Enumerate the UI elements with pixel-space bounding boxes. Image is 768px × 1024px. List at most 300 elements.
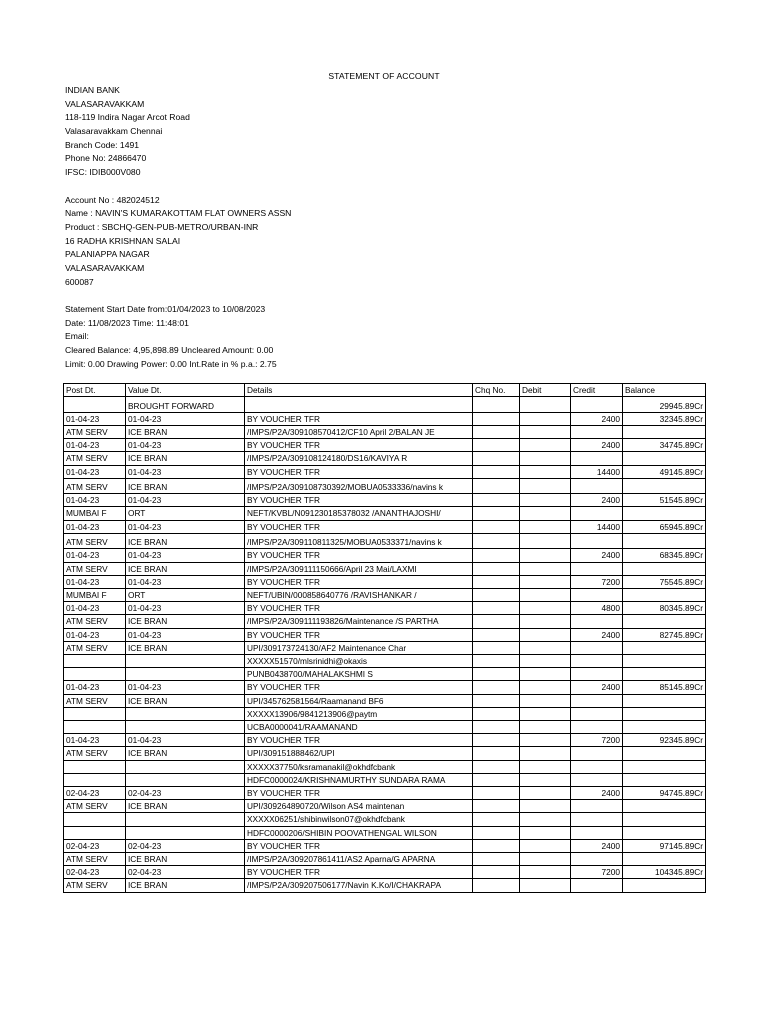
table-row [64, 507, 706, 520]
cell-credit [571, 694, 623, 707]
header-credit: Credit [571, 384, 623, 397]
cell-post-date: 01-04-23 [64, 494, 126, 507]
cell-credit: 2400 [571, 681, 623, 694]
statement-limits: Limit: 0.00 Drawing Power: 0.00 Int.Rate in % p.a.: 2.75 [65, 358, 277, 369]
cell-post-date: 02-04-23 [64, 839, 126, 852]
cell-post-date: ATM SERV [64, 425, 126, 438]
cell-debit [520, 800, 571, 813]
cell-balance [623, 654, 706, 667]
cell-balance [623, 773, 706, 786]
cell-balance [623, 641, 706, 654]
cell-credit [571, 668, 623, 681]
header-debit: Debit [520, 384, 571, 397]
cell-debit [520, 826, 571, 839]
bank-ifsc: IFSC: IDIB000V080 [65, 167, 141, 178]
cell-credit [571, 773, 623, 786]
cell-credit [571, 478, 623, 494]
cell-cheque-no [473, 615, 520, 628]
cell-cheque-no [473, 562, 520, 575]
cell-details: UPI/309173724130/AF2 Maintenance Char [245, 641, 473, 654]
cell-debit [520, 602, 571, 615]
cell-cheque-no [473, 494, 520, 507]
cell-balance: 92345.89Cr [623, 734, 706, 747]
cell-debit [520, 452, 571, 465]
cell-cheque-no [473, 478, 520, 494]
table-row [64, 720, 706, 733]
cell-debit [520, 425, 571, 438]
cell-post-date [64, 773, 126, 786]
cell-post-date: MUMBAI F [64, 588, 126, 601]
table-row [64, 773, 706, 786]
cell-post-date: ATM SERV [64, 800, 126, 813]
cell-cheque-no [473, 507, 520, 520]
cell-balance: 65945.89Cr [623, 520, 706, 533]
cell-value-date [126, 654, 245, 667]
table-row [64, 628, 706, 641]
cell-balance: 80345.89Cr [623, 602, 706, 615]
cell-balance: 104345.89Cr [623, 866, 706, 879]
cell-cheque-no [473, 628, 520, 641]
cell-cheque-no [473, 760, 520, 773]
cell-value-date [126, 668, 245, 681]
cell-details: UPI/309264890720/Wilson AS4 maintenan [245, 800, 473, 813]
cell-debit [520, 734, 571, 747]
cell-details: XXXXX51570/mlsrinidhi@okaxis [245, 654, 473, 667]
cell-balance [623, 452, 706, 465]
cell-credit: 2400 [571, 412, 623, 425]
bank-branch: VALASARAVAKKAM [65, 98, 145, 109]
cell-details: BY VOUCHER TFR [245, 786, 473, 799]
cell-details: /IMPS/P2A/309207506177/Navin K.Ko/I/CHAKRAPA [245, 879, 473, 892]
cell-cheque-no [473, 520, 520, 533]
table-row [64, 826, 706, 839]
cell-cheque-no [473, 786, 520, 799]
cell-details: BY VOUCHER TFR [245, 494, 473, 507]
cell-value-date: ICE BRAN [126, 562, 245, 575]
cell-balance: 29945.89Cr [623, 397, 706, 413]
cell-cheque-no [473, 879, 520, 892]
cell-value-date [126, 720, 245, 733]
account-info-block [65, 84, 291, 371]
cell-credit: 4800 [571, 602, 623, 615]
cell-details: UCBA0000041/RAAMANAND [245, 720, 473, 733]
table-row [64, 853, 706, 866]
cell-post-date: 01-04-23 [64, 681, 126, 694]
cell-post-date: 02-04-23 [64, 866, 126, 879]
cell-cheque-no [473, 826, 520, 839]
cell-debit [520, 681, 571, 694]
cell-details: BY VOUCHER TFR [245, 520, 473, 533]
table-row [64, 615, 706, 628]
cell-debit [520, 668, 571, 681]
cell-post-date: 01-04-23 [64, 439, 126, 452]
bank-address-line-2: Valasaravakkam Chennai [65, 126, 163, 137]
cell-balance: 32345.89Cr [623, 412, 706, 425]
cell-cheque-no [473, 694, 520, 707]
cell-details: /IMPS/P2A/309108570412/CF10 April 2/BALAN JE [245, 425, 473, 438]
cell-value-date: ORT [126, 507, 245, 520]
cell-cheque-no [473, 465, 520, 478]
table-row [64, 786, 706, 799]
header-value-date: Value Dt. [126, 384, 245, 397]
cell-credit [571, 654, 623, 667]
table-row [64, 879, 706, 892]
cell-credit: 14400 [571, 465, 623, 478]
cell-value-date [126, 813, 245, 826]
cell-details: BY VOUCHER TFR [245, 628, 473, 641]
account-number: Account No : 482024512 [65, 194, 160, 205]
cell-details: NEFT/KVBL/N091230185378032 /ANANTHAJOSHI/ [245, 507, 473, 520]
statement-period: Statement Start Date from:01/04/2023 to 10/08/2023 [65, 304, 266, 314]
cell-credit: 2400 [571, 549, 623, 562]
cell-details: BY VOUCHER TFR [245, 866, 473, 879]
table-row [64, 602, 706, 615]
cell-post-date: MUMBAI F [64, 507, 126, 520]
table-row [64, 641, 706, 654]
cell-credit: 2400 [571, 439, 623, 452]
cell-cheque-no [473, 549, 520, 562]
cell-debit [520, 575, 571, 588]
cell-balance: 75545.89Cr [623, 575, 706, 588]
cell-value-date: ICE BRAN [126, 641, 245, 654]
cell-value-date: ICE BRAN [126, 452, 245, 465]
cell-cheque-no [473, 641, 520, 654]
cell-post-date [64, 668, 126, 681]
cell-credit [571, 813, 623, 826]
cell-details: HDFC0000024/KRISHNAMURTHY SUNDARA RAMA [245, 773, 473, 786]
cell-details: /IMPS/P2A/309111150666/April 23 Mai/LAXMI [245, 562, 473, 575]
cell-credit: 2400 [571, 628, 623, 641]
cell-cheque-no [473, 800, 520, 813]
cell-balance [623, 425, 706, 438]
cell-credit [571, 826, 623, 839]
cell-balance: 51545.89Cr [623, 494, 706, 507]
cell-balance [623, 813, 706, 826]
cell-post-date [64, 720, 126, 733]
cell-credit [571, 707, 623, 720]
table-row [64, 575, 706, 588]
cell-value-date: ICE BRAN [126, 879, 245, 892]
cell-value-date [126, 773, 245, 786]
cell-credit [571, 760, 623, 773]
table-row [64, 478, 706, 494]
cell-balance [623, 760, 706, 773]
cell-value-date: 01-04-23 [126, 575, 245, 588]
bank-address-line-1: 118-119 Indira Nagar Arcot Road [65, 112, 190, 123]
cell-cheque-no [473, 813, 520, 826]
cell-details: UPI/345762581564/Raamanand BF6 [245, 694, 473, 707]
cell-debit [520, 628, 571, 641]
cell-cheque-no [473, 397, 520, 413]
cell-post-date: 01-04-23 [64, 412, 126, 425]
cell-details: XXXXX37750/ksramanakil@okhdfcbank [245, 760, 473, 773]
cell-balance: 85145.89Cr [623, 681, 706, 694]
cell-value-date: 01-04-23 [126, 628, 245, 641]
cell-details: BY VOUCHER TFR [245, 412, 473, 425]
cell-value-date [126, 826, 245, 839]
table-row [64, 800, 706, 813]
cell-balance [623, 853, 706, 866]
cell-details: BY VOUCHER TFR [245, 575, 473, 588]
table-row [64, 760, 706, 773]
cell-balance [623, 478, 706, 494]
cell-post-date [64, 397, 126, 413]
cell-cheque-no [473, 839, 520, 852]
cell-balance: 82745.89Cr [623, 628, 706, 641]
cell-cheque-no [473, 654, 520, 667]
cell-balance: 49145.89Cr [623, 465, 706, 478]
cell-post-date: ATM SERV [64, 641, 126, 654]
cell-details: BY VOUCHER TFR [245, 734, 473, 747]
cell-balance: 94745.89Cr [623, 786, 706, 799]
cell-value-date [126, 760, 245, 773]
cell-credit [571, 879, 623, 892]
cell-balance [623, 800, 706, 813]
cell-details: UPI/309151888462/UPI [245, 747, 473, 760]
cell-value-date: ICE BRAN [126, 747, 245, 760]
table-row [64, 707, 706, 720]
cell-cheque-no [473, 720, 520, 733]
cell-debit [520, 588, 571, 601]
cell-credit: 7200 [571, 575, 623, 588]
cell-credit [571, 533, 623, 549]
cell-balance [623, 694, 706, 707]
cell-debit [520, 549, 571, 562]
cell-credit: 14400 [571, 520, 623, 533]
cell-post-date: 01-04-23 [64, 465, 126, 478]
cell-balance: 34745.89Cr [623, 439, 706, 452]
cell-credit [571, 747, 623, 760]
cell-credit [571, 615, 623, 628]
table-row [64, 681, 706, 694]
cell-balance [623, 588, 706, 601]
table-row [64, 494, 706, 507]
cell-debit [520, 520, 571, 533]
cell-details: BY VOUCHER TFR [245, 549, 473, 562]
cell-value-date: BROUGHT FORWARD [126, 397, 245, 413]
cell-debit [520, 720, 571, 733]
account-product: Product : SBCHQ-GEN-PUB-METRO/URBAN-INR [65, 221, 259, 232]
cell-debit [520, 707, 571, 720]
cell-cheque-no [473, 668, 520, 681]
cell-cheque-no [473, 853, 520, 866]
cell-value-date: 01-04-23 [126, 439, 245, 452]
cell-post-date: ATM SERV [64, 478, 126, 494]
cell-details: BY VOUCHER TFR [245, 839, 473, 852]
cell-credit [571, 507, 623, 520]
cell-value-date: ICE BRAN [126, 425, 245, 438]
cell-cheque-no [473, 866, 520, 879]
table-row [64, 588, 706, 601]
cell-value-date: 02-04-23 [126, 786, 245, 799]
cell-value-date: 01-04-23 [126, 465, 245, 478]
cell-cheque-no [473, 588, 520, 601]
table-row [64, 866, 706, 879]
cell-cheque-no [473, 602, 520, 615]
statement-email: Email: [65, 331, 89, 342]
cell-cheque-no [473, 747, 520, 760]
cell-post-date: 01-04-23 [64, 520, 126, 533]
cell-debit [520, 507, 571, 520]
account-address-line-1: 16 RADHA KRISHNAN SALAI [65, 235, 181, 246]
cell-credit [571, 641, 623, 654]
cell-credit [571, 720, 623, 733]
cell-details: /IMPS/P2A/309108730392/MOBUA0533336/navins k [245, 478, 473, 494]
cell-credit: 2400 [571, 786, 623, 799]
cell-balance [623, 707, 706, 720]
cell-details: HDFC0000206/SHIBIN POOVATHENGAL WILSON [245, 826, 473, 839]
cell-post-date: 01-04-23 [64, 602, 126, 615]
cell-post-date [64, 813, 126, 826]
statement-datetime: Date: 11/08/2023 Time: 11:48:01 [65, 317, 189, 328]
account-address-line-3: VALASARAVAKKAM [65, 262, 145, 273]
cell-cheque-no [473, 575, 520, 588]
cell-credit [571, 452, 623, 465]
table-header-row [64, 384, 706, 397]
cell-value-date: 02-04-23 [126, 839, 245, 852]
cell-post-date [64, 654, 126, 667]
cell-debit [520, 533, 571, 549]
cell-debit [520, 853, 571, 866]
branch-code: Branch Code: 1491 [65, 139, 140, 150]
table-row [64, 533, 706, 549]
cell-credit [571, 562, 623, 575]
cell-debit [520, 641, 571, 654]
cell-details: XXXXX13906/9841213906@paytm [245, 707, 473, 720]
cell-value-date: 01-04-23 [126, 549, 245, 562]
table-row [64, 397, 706, 413]
cell-debit [520, 747, 571, 760]
header-details: Details [245, 384, 473, 397]
account-pin: 600087 [65, 276, 94, 287]
cell-value-date: 01-04-23 [126, 520, 245, 533]
cell-value-date: ICE BRAN [126, 615, 245, 628]
cell-post-date: ATM SERV [64, 747, 126, 760]
bank-phone: Phone No: 24866470 [65, 153, 147, 164]
cell-credit [571, 800, 623, 813]
transactions-table [63, 383, 706, 893]
cell-post-date: 01-04-23 [64, 575, 126, 588]
cell-debit [520, 439, 571, 452]
table-row [64, 654, 706, 667]
cell-debit [520, 773, 571, 786]
cell-cheque-no [473, 439, 520, 452]
cell-balance [623, 720, 706, 733]
cell-debit [520, 786, 571, 799]
cell-value-date: ORT [126, 588, 245, 601]
cell-details: /IMPS/P2A/309110811325/MOBUA0533371/navins k [245, 533, 473, 549]
cell-credit [571, 853, 623, 866]
cell-details: /IMPS/P2A/309111193826/Maintenance /S PARTHA [245, 615, 473, 628]
cell-debit [520, 839, 571, 852]
cell-post-date: 01-04-23 [64, 734, 126, 747]
cell-debit [520, 465, 571, 478]
header-post-date: Post Dt. [64, 384, 126, 397]
cell-post-date [64, 707, 126, 720]
cell-cheque-no [473, 681, 520, 694]
cell-balance [623, 562, 706, 575]
table-row [64, 425, 706, 438]
cell-balance [623, 668, 706, 681]
cell-details: BY VOUCHER TFR [245, 439, 473, 452]
cell-credit [571, 588, 623, 601]
table-row [64, 439, 706, 452]
cell-details: PUNB0438700/MAHALAKSHMI S [245, 668, 473, 681]
cell-debit [520, 694, 571, 707]
cell-post-date: ATM SERV [64, 562, 126, 575]
table-row [64, 465, 706, 478]
cell-value-date: 01-04-23 [126, 681, 245, 694]
cell-cheque-no [473, 707, 520, 720]
cell-credit: 2400 [571, 494, 623, 507]
table-row [64, 734, 706, 747]
table-row [64, 562, 706, 575]
cell-value-date [126, 707, 245, 720]
table-row [64, 668, 706, 681]
cell-balance [623, 826, 706, 839]
cell-details: XXXXX06251/shibinwilson07@okhdfcbank [245, 813, 473, 826]
cell-value-date: ICE BRAN [126, 694, 245, 707]
table-row [64, 839, 706, 852]
cell-debit [520, 397, 571, 413]
cell-value-date: 01-04-23 [126, 734, 245, 747]
cell-debit [520, 813, 571, 826]
table-row [64, 549, 706, 562]
cell-balance: 68345.89Cr [623, 549, 706, 562]
cell-debit [520, 562, 571, 575]
account-address-line-2: PALANIAPPA NAGAR [65, 249, 150, 260]
cell-post-date: 02-04-23 [64, 786, 126, 799]
cell-balance: 97145.89Cr [623, 839, 706, 852]
cell-post-date: ATM SERV [64, 615, 126, 628]
cell-post-date: ATM SERV [64, 533, 126, 549]
cell-value-date: ICE BRAN [126, 853, 245, 866]
cell-details: /IMPS/P2A/309108124180/DS16/KAVIYA R [245, 452, 473, 465]
cell-credit: 2400 [571, 839, 623, 852]
cell-post-date: ATM SERV [64, 879, 126, 892]
cell-cheque-no [473, 533, 520, 549]
table-row [64, 520, 706, 533]
cell-details: BY VOUCHER TFR [245, 681, 473, 694]
cell-credit: 7200 [571, 866, 623, 879]
cell-post-date: ATM SERV [64, 452, 126, 465]
cell-post-date [64, 760, 126, 773]
header-cheque-no: Chq No. [473, 384, 520, 397]
cell-debit [520, 879, 571, 892]
statement-balances: Cleared Balance: 4,95,898.89 Uncleared Amount: 0.00 [65, 345, 274, 356]
cell-cheque-no [473, 412, 520, 425]
cell-balance [623, 533, 706, 549]
account-name: Name : NAVIN'S KUMARAKOTTAM FLAT OWNERS ASSN [65, 208, 292, 219]
cell-balance [623, 747, 706, 760]
cell-value-date: 01-04-23 [126, 494, 245, 507]
cell-post-date: ATM SERV [64, 694, 126, 707]
table-row [64, 694, 706, 707]
cell-balance [623, 507, 706, 520]
cell-debit [520, 615, 571, 628]
bank-name: INDIAN BANK [65, 85, 120, 95]
table-row [64, 747, 706, 760]
cell-post-date [64, 826, 126, 839]
cell-cheque-no [473, 734, 520, 747]
cell-debit [520, 654, 571, 667]
cell-details: NEFT/UBIN/000858640776 /RAVISHANKAR / [245, 588, 473, 601]
cell-value-date: ICE BRAN [126, 478, 245, 494]
cell-debit [520, 760, 571, 773]
table-row [64, 452, 706, 465]
table-row [64, 813, 706, 826]
cell-cheque-no [473, 452, 520, 465]
